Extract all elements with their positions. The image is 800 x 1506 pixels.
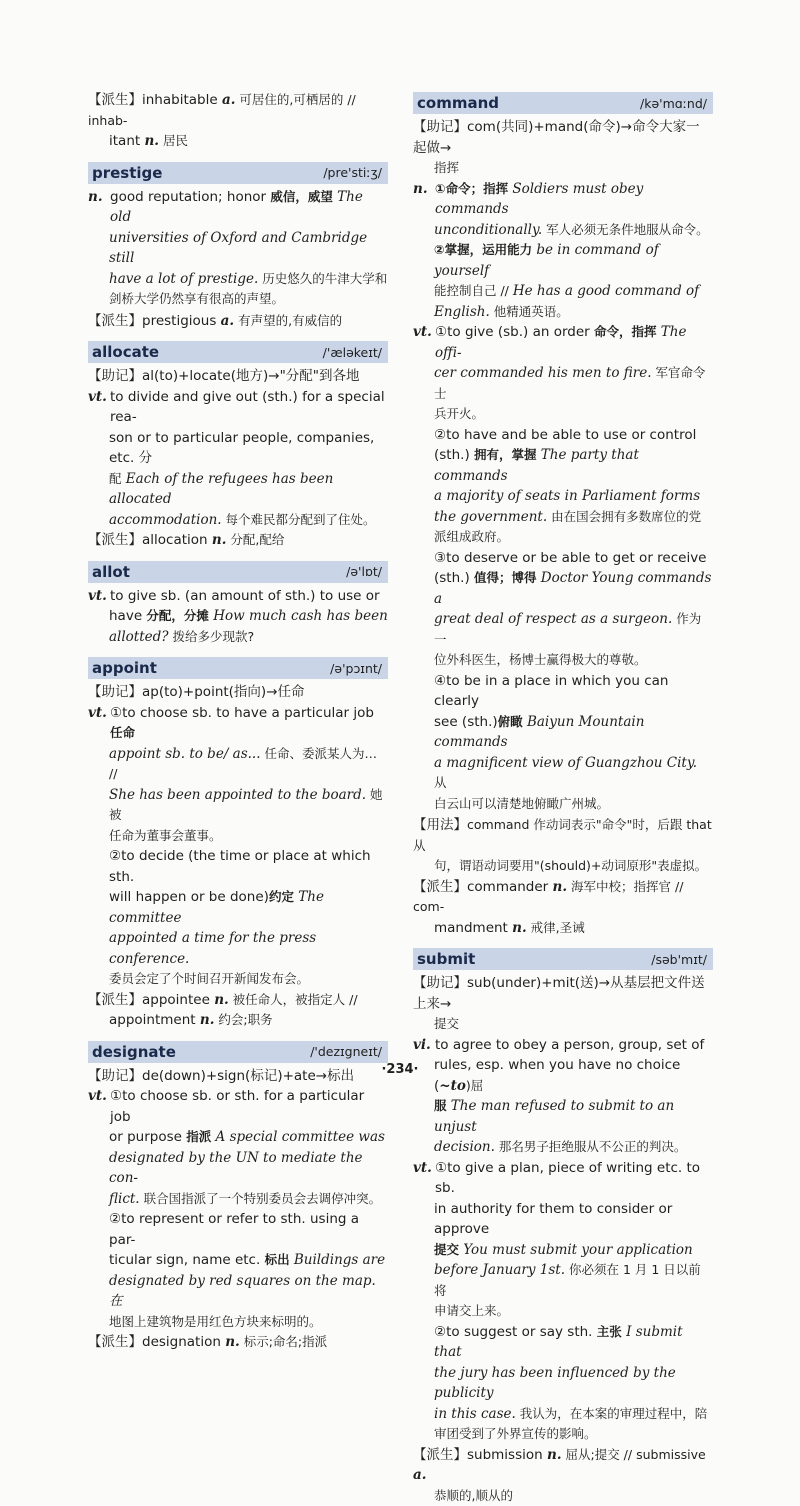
right-column [413, 82, 713, 1506]
entry-allocate: 【助记】al(to)+locate(地方)→"分配"到各地 vt. to divide and give out (sth.) for a special rea- son or to particular people, companies, etc. 分 配 Each of the refugees has been allocated accommodation. 每个难民都分配到了住处。 【派生】allocation n. 分配,配给 [88, 368, 385, 548]
entry-prestige: n. good reputation; honor 威信，威望 The old universities of Oxford and Cambridge still have a lot of prestige. 历史悠久的牛津大学和 剑桥大学仍然享有很高的声望。 【派生】prestigious a. 有声望的,有威信的 [88, 188, 388, 329]
phonetic: /səb'mɪt/ [651, 951, 707, 967]
entry-command: 【助记】com(共同)+mand(命令)→命令大家一起做→ 指挥 n. ①命令；指挥 Soldiers must obey commands unconditionally. 军人必须无条件地服从命令。 ②掌握，运用能力 be in command of yourself 能控制自己 // He has a good command of English. 他精通英语。 vt. ①to give (sb.) an order 命令，指挥 The offi- cer commanded his men to fire. 军官命令士 兵开火。 ②to have and be able to use or control (sth.) 拥有，掌握 The party that commands a majority of seats in Parliament forms the government. 由在国会拥有多数席位的党 派组成政府。 ③to deserve or be able to get or receive (sth.) 值得；博得 Doctor Young commands a great deal of respect as a surgeon. 作为一 位外科医生，杨博士赢得极大的尊敬。 ④to be in a place in which you can clearly see (sth.)俯瞰 Baiyun Mountain commands a magnificent view of Guangzhou City. 从 白云山可以清楚地俯瞰广州城。 【用法】command 作动词表示"命令"时，后跟 that 从 句，谓语动词要用"(should)+动词原形"表虚拟。 【派生】commander n. 海军中校；指挥官 // com- mandment n. 戒律,圣诫 [413, 119, 712, 936]
headword-bar-submit [413, 948, 713, 970]
entry-allot: vt. to give sb. (an amount of sth.) to use or have 分配，分摊 How much cash has been allotted? 拨给多少现款? [88, 587, 388, 645]
entry-designate: 【助记】de(down)+sign(标记)+ate→标出 vt. ①to choose sb. or sth. for a particular job or purpose 指派 A special committee was designated by the UN to mediate the con- flict. 联合国指派了一个特别委员会去调停冲突。 ②to represent or refer to sth. using a par- ticular sign, name etc. 标出 Buildings are designated by red squares on the map. 在 地图上建筑物是用红色方块来标明的。 【派生】designation n. 标示;命名;指派 [88, 1067, 386, 1350]
headword: allocate [92, 343, 160, 361]
headword: designate [92, 1042, 176, 1061]
phonetic: /kə'mɑːnd/ [640, 95, 707, 111]
entry-appoint: 【助记】ap(to)+point(指向)→任命 vt. ①to choose sb. to have a particular job 任命 appoint sb. to be/ as... 任命、委派某人为… // She has been appointed to the board. 她被 任命为董事会董事。 ②to decide (the time or place at which sth. will happen or be done)约定 The committee appointed a time for the press conference. 委员会定了个时间召开新闻发布会。 【派生】appointee n. 被任命人，被指定人 // appointment n. 约会;职务 [88, 684, 383, 1028]
headword-bar-designate [88, 1041, 388, 1063]
headword-bar-command [413, 92, 713, 114]
headword: prestige [92, 163, 163, 182]
headword-bar-appoint [88, 657, 388, 679]
headword: command [417, 94, 499, 112]
headword: appoint [92, 659, 157, 677]
left-column [88, 90, 388, 1353]
entry-submit: 【助记】sub(under)+mit(送)→从基层把文件送上来→ 提交 vi. to agree to obey a person, group, set of rules, esp. when you have no choice (~to)屈 服 The man refused to submit to an unjust decision. 那名男子拒绝服从不公正的判决。 vt. ①to give a plan, piece of writing etc. to sb. in authority for them to consider or approve 提交 You must submit your application before January 1st. 你必须在 1 月 1 日以前将 申请交上来。 ②to suggest or say sth. 主张 I submit that the jury has been influenced by the publicity in this case. 我认为，在本案的审理过程中，陪 审团受到了外界宣传的影响。 【派生】submission n. 屈从;提交 // submissive a. 恭顺的,顺从的 [413, 975, 708, 1503]
page-number: ·234· [381, 1062, 419, 1077]
headword-bar-allocate [88, 341, 388, 363]
headword-bar-prestige [88, 162, 388, 184]
headword-bar-allot [88, 561, 388, 583]
phonetic: /ə'pɔɪnt/ [330, 660, 382, 676]
derived-inhabitable: 【派生】inhabitable a. 可居住的,可栖居的 // inhab- itant n. 居民 [88, 92, 356, 149]
headword: submit [417, 950, 476, 968]
phonetic: /'æləkeɪt/ [322, 344, 382, 360]
phonetic: /'dezɪgneɪt/ [310, 1044, 382, 1059]
phonetic: /ə'lɒt/ [346, 564, 382, 579]
phonetic: /pre'stiːʒ/ [323, 165, 382, 180]
headword: allot [92, 562, 130, 581]
